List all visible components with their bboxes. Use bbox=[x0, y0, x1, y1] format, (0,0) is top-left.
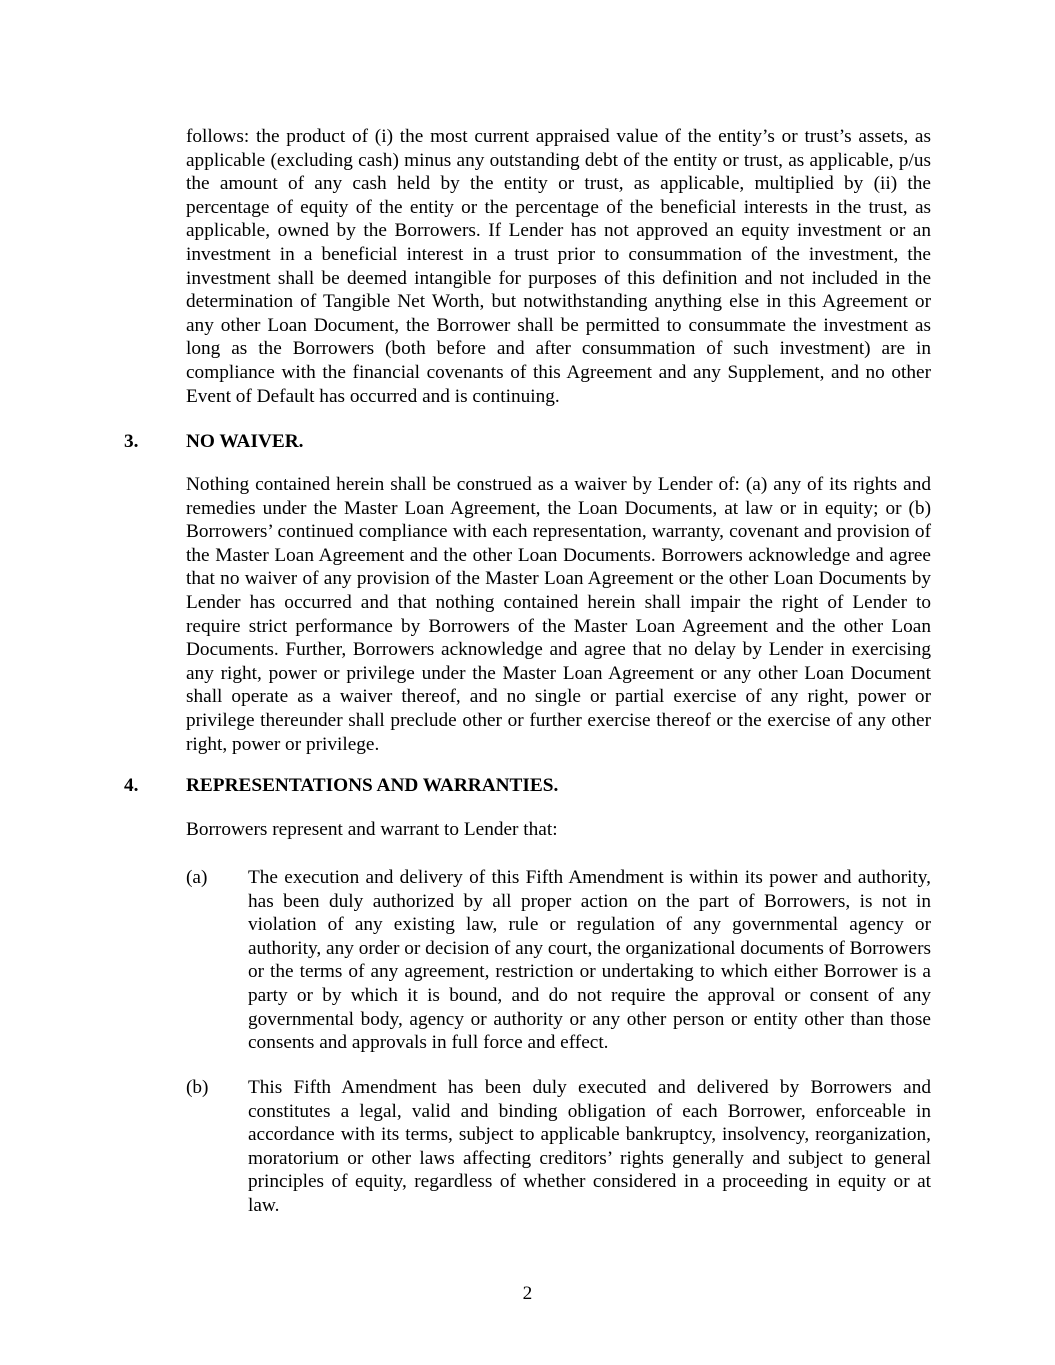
list-item-b bbox=[186, 1076, 931, 1218]
section-3-title: NO WAIVER. bbox=[186, 431, 304, 452]
section-4-number: 4. bbox=[124, 775, 139, 796]
section-4-intro: Borrowers represent and warrant to Lender that: bbox=[186, 819, 558, 840]
list-item-a-text: The execution and delivery of this Fifth Amendment is within its power and authority, has been duly authorized by all proper action on the part of Borrowers, is not in violation of any existing law, rule or regulation of any governmental agency or authority, any order or decision of any court, the organizational documents of Borrowers or the terms of any agreement, restriction or undertaking to which either Borrower is a party or by which it is bound, and do not require the approval or consent of any governmental body, agency or authority or any other person or entity other than those consents and approvals in full force and effect. bbox=[248, 867, 931, 1054]
section-3-heading bbox=[124, 430, 944, 454]
section-4-title: REPRESENTATIONS AND WARRANTIES. bbox=[186, 775, 559, 796]
section-3-body: Nothing contained herein shall be construed as a waiver by Lender of: (a) any of its rights and remedies under the Master Loan Agreement, the Loan Documents, at law or in equity; or (b) Borrowers’ continued compliance with each representation, warranty, covenant and provision of the Master Loan Agreement and the other Loan Documents. Borrowers acknowledge and agree that no waiver of any provision of the Master Loan Agreement or the other Loan Documents by Lender has occurred and that nothing contained herein shall impair the right of Lender to require strict performance by Borrowers of the Master Loan Agreement and the other Loan Documents. Further, Borrowers acknowledge and agree that no delay by Lender in exercising any right, power or privilege under the Master Loan Agreement or any other Loan Document shall operate as a waiver thereof, and no single or partial exercise of any right, power or privilege thereunder shall preclude other or further exercise thereof or the exercise of any other right, power or privilege. bbox=[186, 474, 931, 755]
list-item-b-text: This Fifth Amendment has been duly executed and delivered by Borrowers and constitutes a legal, valid and binding obligation of each Borrower, enforceable in accordance with its terms, subject to applicable bankruptcy, insolvency, reorganization, moratorium or other laws affecting creditors’ rights generally and subject to general principles of equity, regardless of whether considered in a proceeding in equity or at law. bbox=[248, 1077, 931, 1216]
list-item-a-label: (a) bbox=[186, 867, 208, 888]
intro-paragraph: follows: the product of (i) the most current appraised value of the entity’s or trust’s assets, as applicable (excluding cash) minus any outstanding debt of the entity or trust, as applicable, p/us the amount of any cash held by the entity or trust, as applicable, multiplied by (ii) the percentage of equity of the entity or the percentage of the beneficial interests in the trust, as applicable, owned by the Borrowers. If Lender has not approved an equity investment or an investment in a beneficial interest in a trust prior to consummation of the investment, the investment shall be deemed intangible for purposes of this definition and not included in the determination of Tangible Net Worth, but notwithstanding anything else in this Agreement or any other Loan Document, the Borrower shall be permitted to consummate the investment as long as the Borrowers (both before and after consummation of such investment) are in compliance with the financial covenants of this Agreement and any Supplement, and no other Event of Default has occurred and is continuing. bbox=[186, 126, 931, 407]
section-3-number: 3. bbox=[124, 431, 139, 452]
section-4-heading bbox=[124, 774, 944, 798]
page-number: 2 bbox=[522, 1283, 533, 1304]
list-item-a bbox=[186, 866, 931, 1055]
list-item-b-label: (b) bbox=[186, 1077, 209, 1098]
